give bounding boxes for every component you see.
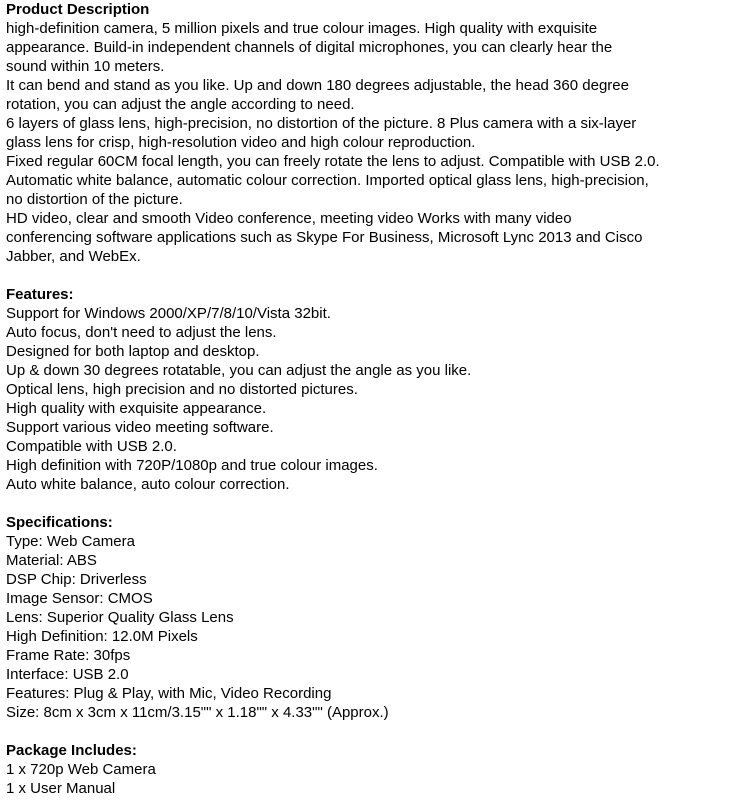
product-description-heading: Product Description — [6, 1, 150, 18]
package-includes-section — [6, 741, 734, 798]
section-spacer — [6, 266, 734, 285]
package-item: 1 x User Manual — [6, 780, 116, 797]
description-line: Jabber, and WebEx. — [6, 248, 141, 265]
specification-item: Lens: Superior Quality Glass Lens — [6, 609, 234, 626]
specification-item: Features: Plug & Play, with Mic, Video Recording — [6, 685, 332, 702]
package-item: 1 x 720p Web Camera — [6, 761, 156, 778]
description-line: rotation, you can adjust the angle according to need. — [6, 96, 355, 113]
features-section — [6, 285, 734, 494]
feature-item: Auto focus, don't need to adjust the lens. — [6, 324, 277, 341]
specification-item: Material: ABS — [6, 552, 97, 569]
feature-item: Support various video meeting software. — [6, 419, 274, 436]
description-line: conferencing software applications such as Skype For Business, Microsoft Lync 2013 and Cisco — [6, 229, 643, 246]
features-heading: Features: — [6, 286, 74, 303]
feature-item: High quality with exquisite appearance. — [6, 400, 267, 417]
specification-item: Type: Web Camera — [6, 533, 135, 550]
specification-item: Frame Rate: 30fps — [6, 647, 131, 664]
description-line: no distortion of the picture. — [6, 191, 183, 208]
specification-item: Image Sensor: CMOS — [6, 590, 153, 607]
description-line: glass lens for crisp, high-resolution video and high colour reproduction. — [6, 134, 476, 151]
section-spacer — [6, 494, 734, 513]
feature-item: Optical lens, high precision and no distorted pictures. — [6, 381, 358, 398]
feature-item: Auto white balance, auto colour correction. — [6, 476, 290, 493]
description-line: HD video, clear and smooth Video conference, meeting video Works with many video — [6, 210, 572, 227]
specification-item: DSP Chip: Driverless — [6, 571, 147, 588]
package-includes-heading: Package Includes: — [6, 742, 137, 759]
feature-item: High definition with 720P/1080p and true colour images. — [6, 457, 378, 474]
specification-item: High Definition: 12.0M Pixels — [6, 628, 198, 645]
description-line: It can bend and stand as you like. Up and down 180 degrees adjustable, the head 360 degree — [6, 77, 629, 94]
product-description-section — [6, 0, 734, 266]
specifications-section — [6, 513, 734, 722]
specifications-heading: Specifications: — [6, 514, 113, 531]
feature-item: Up & down 30 degrees rotatable, you can adjust the angle as you like. — [6, 362, 472, 379]
feature-item: Designed for both laptop and desktop. — [6, 343, 260, 360]
description-line: sound within 10 meters. — [6, 58, 165, 75]
description-line: Automatic white balance, automatic colour correction. Imported optical glass lens, high-precision, — [6, 172, 649, 189]
description-line: high-definition camera, 5 million pixels and true colour images. High quality with exquisite — [6, 20, 598, 37]
specification-item: Size: 8cm x 3cm x 11cm/3.15"" x 1.18"" x 4.33"" (Approx.) — [6, 704, 389, 721]
section-spacer — [6, 722, 734, 741]
feature-item: Compatible with USB 2.0. — [6, 438, 177, 455]
specification-item: Interface: USB 2.0 — [6, 666, 129, 683]
description-line: Fixed regular 60CM focal length, you can freely rotate the lens to adjust. Compatible with USB 2.0. — [6, 153, 660, 170]
description-line: 6 layers of glass lens, high-precision, no distortion of the picture. 8 Plus camera with a six-layer — [6, 115, 637, 132]
description-line: appearance. Build-in independent channels of digital microphones, you can clearly hear the — [6, 39, 613, 56]
feature-item: Support for Windows 2000/XP/7/8/10/Vista 32bit. — [6, 305, 331, 322]
